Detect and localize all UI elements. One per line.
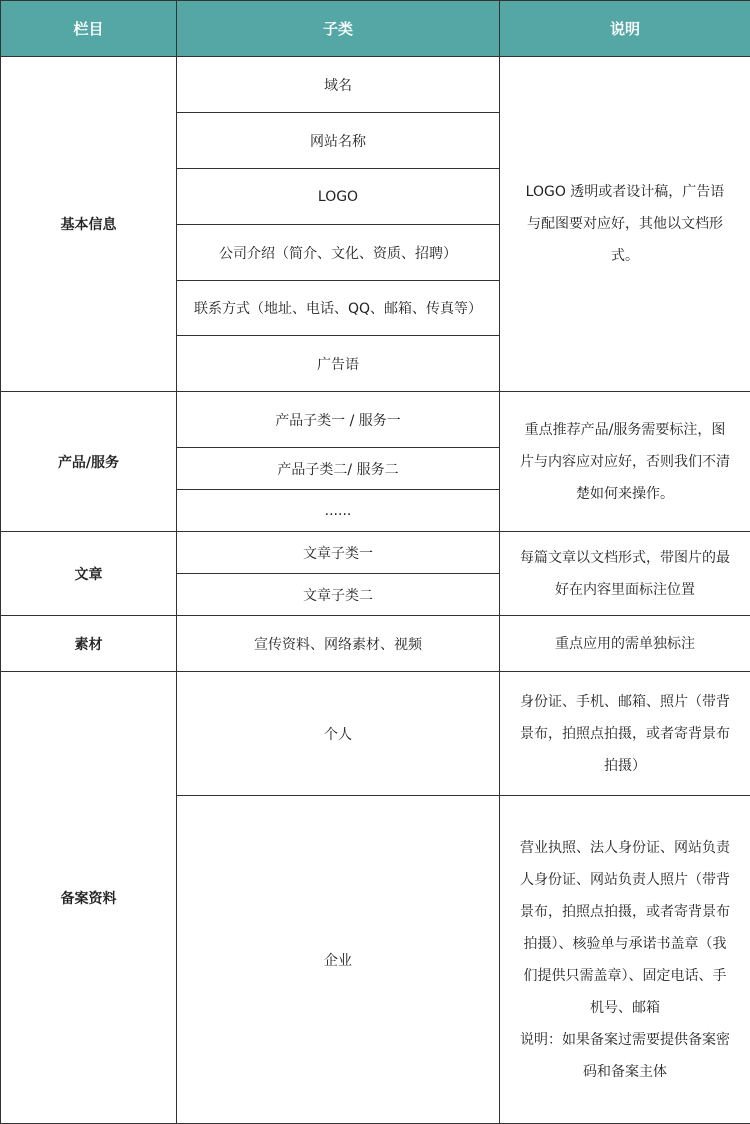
- description-cell: [500, 57, 750, 392]
- description-line: 楚如何来操作。: [576, 485, 674, 502]
- description-line: 景布，拍照点拍摄，或者寄背景布: [520, 903, 730, 920]
- table-row: [1, 392, 750, 448]
- description-line: 们提供只需盖章）、固定电话、手: [523, 967, 727, 984]
- description-line: 式。: [611, 248, 639, 264]
- description-cell: [500, 392, 750, 532]
- subcategory-cell: 企业: [177, 796, 500, 1124]
- subcategory-cell: 联系方式（地址、电话、QQ、邮箱、传真等）: [177, 281, 500, 336]
- category-cell: 备案资料: [1, 672, 177, 1124]
- category-cell: 产品/服务: [1, 392, 177, 532]
- description-line: 重点推荐产品/服务需要标注，图: [524, 421, 726, 438]
- description-line: 机号、邮箱: [590, 999, 660, 1016]
- description-line: 拍摄）、核验单与承诺书盖章（我: [523, 935, 727, 952]
- description-line: 与配图要对应好，其他以文档形: [527, 216, 723, 232]
- subcategory-cell: 广告语: [177, 336, 500, 392]
- table-row: [1, 532, 750, 574]
- subcategory-cell: LOGO: [177, 169, 500, 225]
- description-line: 拍摄）: [604, 757, 646, 774]
- description-line: 每篇文章以文档形式，带图片的最: [520, 549, 730, 566]
- subcategory-cell: 文章子类一: [177, 532, 500, 574]
- header-subcategory: 子类: [177, 1, 500, 57]
- description-line: 好在内容里面标注位置: [555, 581, 695, 598]
- subcategory-cell: 个人: [177, 672, 500, 796]
- description-cell: [500, 616, 750, 672]
- table-row: [1, 616, 750, 672]
- header-category: 栏目: [1, 1, 177, 57]
- subcategory-cell: 产品子类二/ 服务二: [177, 448, 500, 490]
- subcategory-cell: 文章子类二: [177, 574, 500, 616]
- description-line: 景布，拍照点拍摄，或者寄背景布: [520, 725, 730, 742]
- subcategory-cell: 域名: [177, 57, 500, 113]
- description-cell: [500, 672, 750, 796]
- description-line: 码和备案主体: [583, 1063, 667, 1080]
- table-row: [1, 57, 750, 113]
- description-line: 片与内容应对应好，否则我们不清: [520, 453, 730, 470]
- description-line: 营业执照、法人身份证、网站负责: [520, 839, 730, 856]
- subcategory-cell: ......: [177, 490, 500, 532]
- description-cell: [500, 796, 750, 1124]
- description-line: 人身份证、网站负责人照片（带背: [520, 871, 730, 888]
- description-line: 说明：如果备案过需要提供备案密: [520, 1031, 730, 1048]
- category-cell: 基本信息: [1, 57, 177, 392]
- subcategory-cell: 网站名称: [177, 113, 500, 169]
- category-cell: 文章: [1, 532, 177, 616]
- description-line: 重点应用的需单独标注: [555, 635, 695, 652]
- description-cell: [500, 532, 750, 616]
- subcategory-cell: 宣传资料、网络素材、视频: [177, 616, 500, 672]
- table-row: [1, 672, 750, 796]
- subcategory-cell: 产品子类一 / 服务一: [177, 392, 500, 448]
- header-row: [1, 1, 750, 57]
- description-line: LOGO 透明或者设计稿，广告语: [525, 184, 725, 200]
- header-description: 说明: [500, 1, 750, 57]
- description-line: 身份证、手机、邮箱、照片（带背: [520, 693, 730, 710]
- category-cell: 素材: [1, 616, 177, 672]
- subcategory-cell: 公司介绍（简介、文化、资质、招聘）: [177, 225, 500, 281]
